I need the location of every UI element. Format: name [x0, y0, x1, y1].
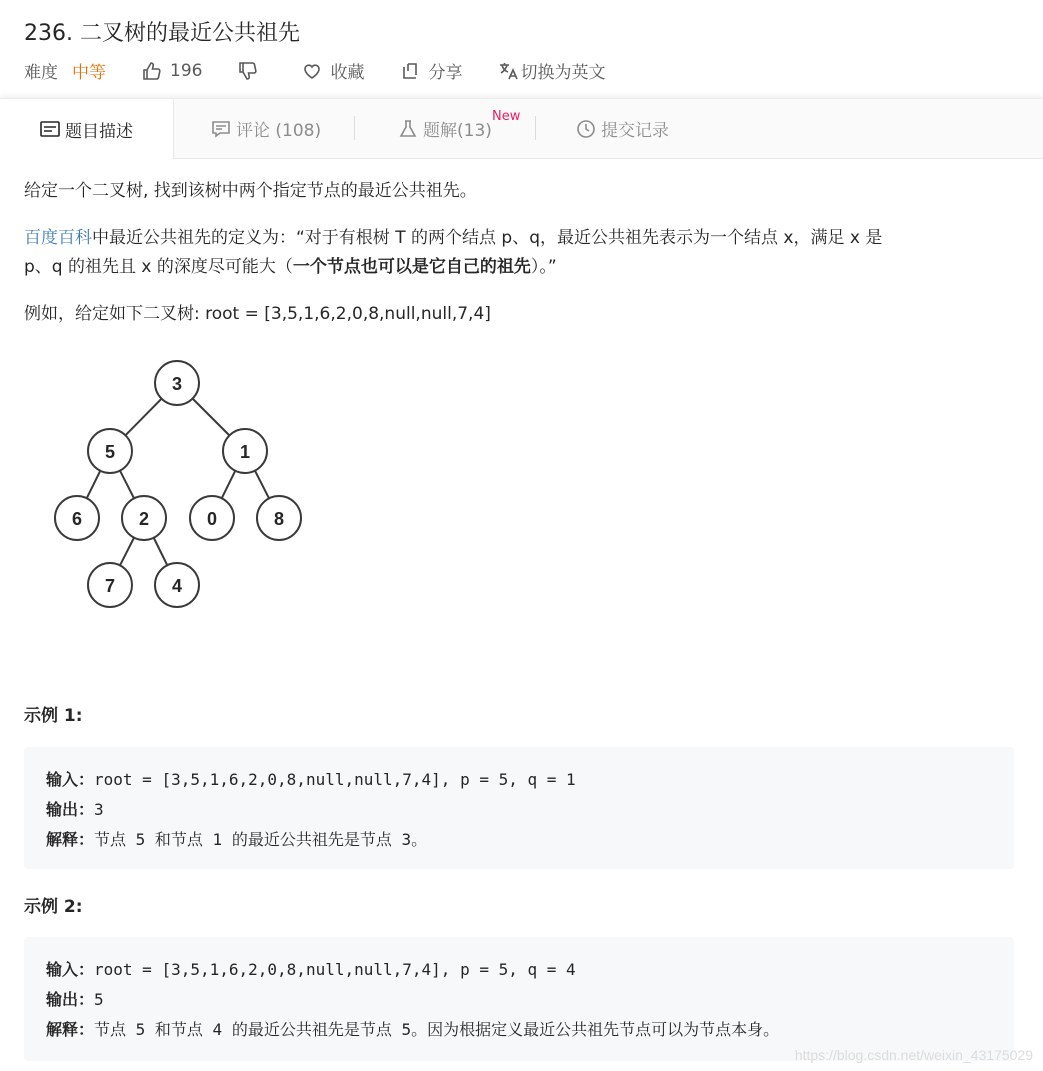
example-1-input	[46, 767, 576, 790]
input-label: 输入：	[46, 960, 95, 979]
baidu-baike-link[interactable]: 百度百科	[24, 228, 92, 248]
tree-node-label: 8	[273, 509, 285, 529]
explain-label: 解释：	[46, 1020, 95, 1039]
output-value: 5	[94, 990, 104, 1009]
tab-submissions-label: 提交记录	[601, 121, 669, 141]
example-2-block	[24, 937, 1014, 1061]
problem-title: 236. 二叉树的最近公共祖先	[24, 21, 300, 46]
collect-label: 收藏	[330, 63, 365, 83]
definition-text-3: ）。”	[530, 257, 557, 277]
explain-label: 解释：	[46, 830, 95, 849]
difficulty-label: 难度	[24, 63, 58, 83]
output-label: 输出：	[46, 990, 95, 1009]
tab-divider	[354, 116, 355, 140]
example-intro: 例如，给定如下二叉树: root = [3,5,1,6,2,0,8,null,null,7,4]	[24, 304, 491, 324]
like-button[interactable]	[142, 61, 202, 81]
binary-tree-diagram	[46, 353, 316, 623]
definition-line-2	[24, 253, 557, 282]
explain-value: 节点 5 和节点 1 的最近公共祖先是节点 3。	[94, 830, 428, 849]
example-2-explain	[46, 1017, 779, 1040]
input-value: root = [3,5,1,6,2,0,8,null,null,7,4], p = 5, q = 4	[94, 960, 576, 979]
tab-submissions[interactable]	[576, 99, 669, 158]
definition-line-1	[24, 224, 882, 253]
thumbs-down-icon	[238, 61, 258, 81]
translate-button[interactable]	[498, 58, 605, 83]
share-icon	[400, 61, 420, 81]
output-value: 3	[94, 800, 104, 819]
tab-divider	[535, 116, 536, 140]
example-2-output	[46, 987, 104, 1010]
definition-text-2: p、q 的祖先且 x 的深度尽可能大（	[24, 257, 293, 277]
translate-icon	[498, 61, 518, 81]
share-button[interactable]	[400, 58, 462, 83]
tab-solutions[interactable]	[398, 99, 492, 158]
thumbs-up-icon	[142, 61, 162, 81]
tree-node-label: 0	[206, 509, 218, 529]
problem-meta	[24, 58, 641, 83]
collect-button[interactable]	[302, 58, 364, 83]
tree-node-label: 1	[239, 442, 251, 462]
example-2-title: 示例 2:	[24, 897, 83, 917]
heart-icon	[302, 61, 322, 81]
tree-node-label: 2	[138, 509, 150, 529]
translate-label: 切换为英文	[520, 63, 606, 83]
tab-bar	[0, 98, 1043, 159]
intro-text: 给定一个二叉树, 找到该树中两个指定节点的最近公共祖先。	[24, 181, 477, 201]
example-1-block	[24, 747, 1014, 869]
output-label: 输出：	[46, 800, 95, 819]
description-icon	[40, 121, 60, 137]
tab-description[interactable]	[0, 99, 174, 159]
comment-icon	[211, 120, 231, 138]
difficulty	[24, 58, 106, 83]
tab-comments[interactable]	[211, 99, 321, 158]
flask-icon	[398, 119, 418, 139]
explain-value: 节点 5 和节点 4 的最近公共祖先是节点 5。因为根据定义最近公共祖先节点可以为节点本身。	[94, 1020, 780, 1039]
like-count: 196	[170, 60, 203, 81]
input-value: root = [3,5,1,6,2,0,8,null,null,7,4], p = 5, q = 1	[94, 770, 576, 789]
problem-header	[0, 0, 1043, 98]
input-label: 输入：	[46, 770, 95, 789]
tree-node-label: 6	[71, 509, 83, 529]
dislike-button[interactable]	[238, 61, 266, 81]
clock-icon	[576, 119, 596, 139]
tree-node-label: 7	[104, 576, 116, 596]
tab-solutions-label: 题解(13)	[423, 121, 492, 141]
tab-description-label: 题目描述	[65, 121, 133, 142]
definition-text-1: 中最近公共祖先的定义为：“对于有根树 T 的两个结点 p、q，最近公共祖先表示为一个结点 x，满足 x 是	[92, 228, 883, 248]
tree-node-label: 3	[171, 374, 183, 394]
definition-bold: 一个节点也可以是它自己的祖先	[292, 257, 531, 277]
tab-comments-label: 评论 (108)	[236, 121, 322, 141]
example-1-explain	[46, 827, 427, 850]
new-badge: New	[492, 109, 521, 124]
example-1-title: 示例 1:	[24, 706, 83, 726]
example-2-input	[46, 957, 576, 980]
watermark: https://blog.csdn.net/weixin_43175029	[794, 1047, 1033, 1063]
share-label: 分享	[428, 63, 463, 83]
tree-node-label: 4	[171, 576, 183, 596]
difficulty-value: 中等	[72, 63, 106, 83]
example-1-output	[46, 797, 104, 820]
tree-node-label: 5	[104, 442, 116, 462]
